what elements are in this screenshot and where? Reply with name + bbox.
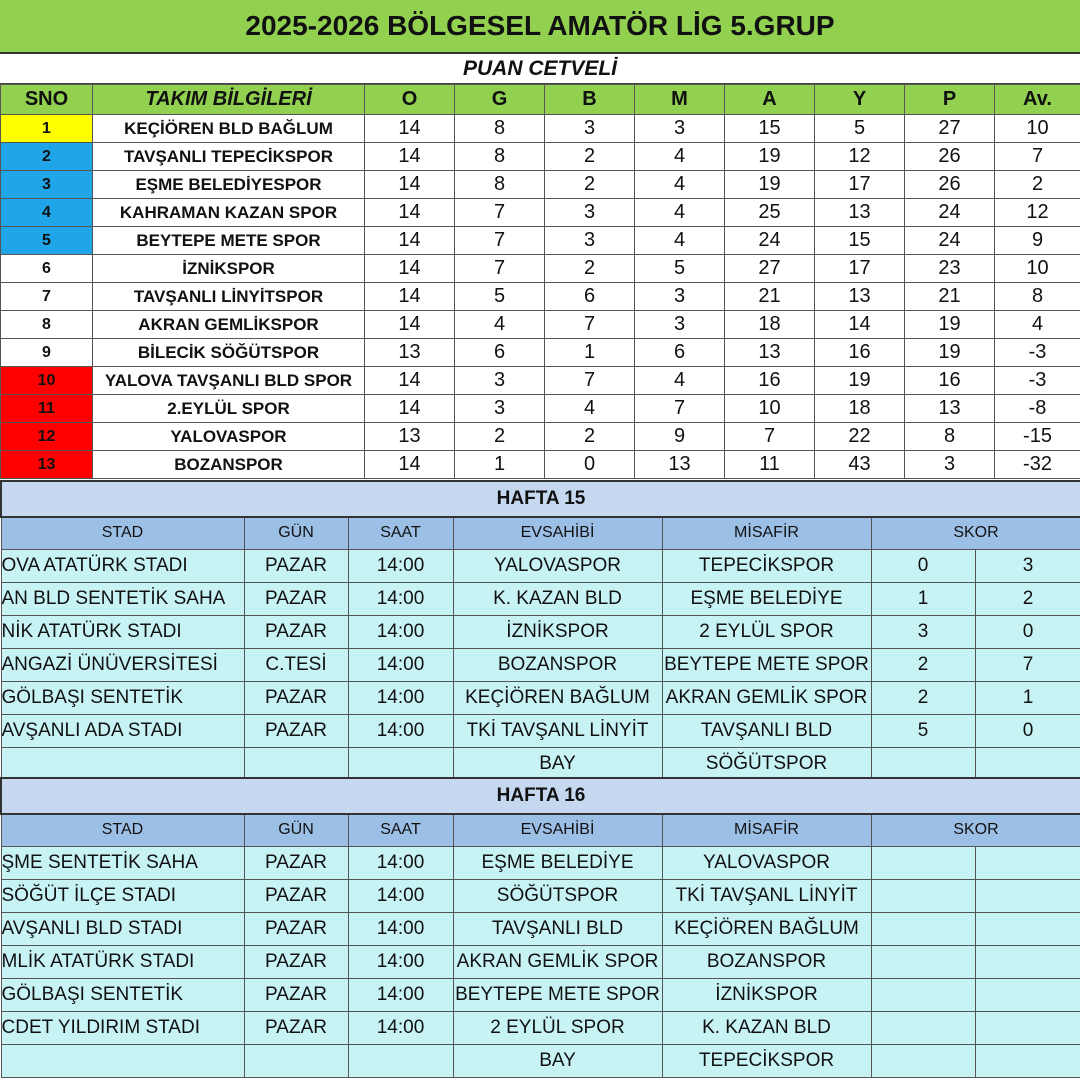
home-score-cell: 2 <box>871 681 975 714</box>
lost-cell: 3 <box>635 283 725 311</box>
bye-label: BAY <box>453 1044 662 1077</box>
time-cell: 14:00 <box>348 879 453 912</box>
day-cell: PAZAR <box>244 846 348 879</box>
goals-for-cell: 13 <box>725 339 815 367</box>
fixture-row <box>1 681 1080 714</box>
away-score-cell: 7 <box>975 648 1080 681</box>
away-score-cell: 0 <box>975 615 1080 648</box>
fixture-row <box>1 582 1080 615</box>
week-title: HAFTA 16 <box>1 778 1080 814</box>
points-cell: 8 <box>905 423 995 451</box>
home-score-cell <box>871 945 975 978</box>
time-cell: 14:00 <box>348 648 453 681</box>
bye-team: TEPECİKSPOR <box>662 1044 871 1077</box>
team-name: 2.EYLÜL SPOR <box>93 395 365 423</box>
goals-for-cell: 24 <box>725 227 815 255</box>
average-cell: 2 <box>995 171 1080 199</box>
fixture-row <box>1 945 1080 978</box>
won-cell: 3 <box>455 395 545 423</box>
time-cell: 14:00 <box>348 681 453 714</box>
standings-row <box>1 199 1080 227</box>
bye-label: BAY <box>453 747 662 780</box>
away-score-cell <box>975 945 1080 978</box>
points-cell: 24 <box>905 199 995 227</box>
day-cell: PAZAR <box>244 714 348 747</box>
played-cell: 14 <box>365 143 455 171</box>
home-team-cell: TKİ TAVŞANL LİNYİT <box>453 714 662 747</box>
goals-against-cell: 43 <box>815 451 905 479</box>
standings-row <box>1 255 1080 283</box>
home-score-cell <box>871 846 975 879</box>
goals-against-cell: 16 <box>815 339 905 367</box>
fixture-row <box>1 846 1080 879</box>
header-time: SAAT <box>348 814 453 846</box>
drawn-cell: 4 <box>545 395 635 423</box>
team-name: AKRAN GEMLİKSPOR <box>93 311 365 339</box>
goals-against-cell: 22 <box>815 423 905 451</box>
team-name: KAHRAMAN KAZAN SPOR <box>93 199 365 227</box>
drawn-cell: 3 <box>545 115 635 143</box>
page-title: 2025-2026 BÖLGESEL AMATÖR LİG 5.GRUP <box>0 0 1080 54</box>
away-team-cell: 2 EYLÜL SPOR <box>662 615 871 648</box>
won-cell: 5 <box>455 283 545 311</box>
drawn-cell: 2 <box>545 423 635 451</box>
home-score-cell: 3 <box>871 615 975 648</box>
home-team-cell: 2 EYLÜL SPOR <box>453 1011 662 1044</box>
away-score-cell <box>975 978 1080 1011</box>
away-score-cell <box>975 1011 1080 1044</box>
away-score-cell: 1 <box>975 681 1080 714</box>
bye-row <box>1 747 1080 780</box>
fixture-header-row <box>1 517 1080 549</box>
day-cell: PAZAR <box>244 582 348 615</box>
fixture-row <box>1 879 1080 912</box>
time-cell: 14:00 <box>348 978 453 1011</box>
home-team-cell: KEÇİÖREN BAĞLUM <box>453 681 662 714</box>
played-cell: 14 <box>365 227 455 255</box>
empty-cell <box>348 1044 453 1077</box>
home-team-cell: AKRAN GEMLİK SPOR <box>453 945 662 978</box>
away-team-cell: TAVŞANLI BLD <box>662 714 871 747</box>
fixture-header-row <box>1 814 1080 846</box>
header-time: SAAT <box>348 517 453 549</box>
points-cell: 26 <box>905 171 995 199</box>
won-cell: 2 <box>455 423 545 451</box>
standings-row <box>1 143 1080 171</box>
empty-cell <box>975 1044 1080 1077</box>
average-cell: -3 <box>995 367 1080 395</box>
stadium-cell: AVŞANLI ADA STADI <box>1 714 244 747</box>
drawn-cell: 0 <box>545 451 635 479</box>
week-16-fixtures <box>0 777 1080 1078</box>
team-name: BOZANSPOR <box>93 451 365 479</box>
standings-row <box>1 171 1080 199</box>
average-cell: 7 <box>995 143 1080 171</box>
header-sno: SNO <box>1 85 93 115</box>
fixture-row <box>1 912 1080 945</box>
team-name: YALOVASPOR <box>93 423 365 451</box>
fixture-row <box>1 714 1080 747</box>
rank-cell: 7 <box>1 283 93 311</box>
rank-cell: 4 <box>1 199 93 227</box>
header-score: SKOR <box>871 517 1080 549</box>
average-cell: -32 <box>995 451 1080 479</box>
home-team-cell: BOZANSPOR <box>453 648 662 681</box>
empty-cell <box>348 747 453 780</box>
away-team-cell: K. KAZAN BLD <box>662 1011 871 1044</box>
fixture-row <box>1 648 1080 681</box>
page-subtitle: PUAN CETVELİ <box>0 54 1080 84</box>
goals-for-cell: 25 <box>725 199 815 227</box>
played-cell: 14 <box>365 451 455 479</box>
average-cell: 9 <box>995 227 1080 255</box>
standings-row <box>1 283 1080 311</box>
time-cell: 14:00 <box>348 714 453 747</box>
played-cell: 14 <box>365 171 455 199</box>
won-cell: 7 <box>455 227 545 255</box>
day-cell: PAZAR <box>244 681 348 714</box>
goals-against-cell: 13 <box>815 199 905 227</box>
home-team-cell: EŞME BELEDİYE <box>453 846 662 879</box>
day-cell: PAZAR <box>244 1011 348 1044</box>
lost-cell: 4 <box>635 367 725 395</box>
day-cell: PAZAR <box>244 945 348 978</box>
day-cell: PAZAR <box>244 615 348 648</box>
played-cell: 14 <box>365 311 455 339</box>
goals-against-cell: 14 <box>815 311 905 339</box>
standings-row <box>1 339 1080 367</box>
rank-cell: 3 <box>1 171 93 199</box>
rank-cell: 1 <box>1 115 93 143</box>
won-cell: 8 <box>455 115 545 143</box>
rank-cell: 6 <box>1 255 93 283</box>
time-cell: 14:00 <box>348 582 453 615</box>
rank-cell: 10 <box>1 367 93 395</box>
lost-cell: 5 <box>635 255 725 283</box>
header-score: SKOR <box>871 814 1080 846</box>
fixture-row <box>1 549 1080 582</box>
points-cell: 27 <box>905 115 995 143</box>
away-team-cell: BOZANSPOR <box>662 945 871 978</box>
away-team-cell: EŞME BELEDİYE <box>662 582 871 615</box>
drawn-cell: 2 <box>545 255 635 283</box>
goals-for-cell: 10 <box>725 395 815 423</box>
week-header-row <box>1 778 1080 814</box>
standings-header-row <box>1 85 1080 115</box>
home-score-cell: 2 <box>871 648 975 681</box>
points-cell: 19 <box>905 311 995 339</box>
header-average: Av. <box>995 85 1080 115</box>
points-cell: 21 <box>905 283 995 311</box>
drawn-cell: 3 <box>545 199 635 227</box>
stadium-cell: AVŞANLI BLD STADI <box>1 912 244 945</box>
won-cell: 1 <box>455 451 545 479</box>
rank-cell: 11 <box>1 395 93 423</box>
played-cell: 14 <box>365 367 455 395</box>
average-cell: 4 <box>995 311 1080 339</box>
empty-cell <box>871 1044 975 1077</box>
lost-cell: 4 <box>635 171 725 199</box>
goals-for-cell: 11 <box>725 451 815 479</box>
home-score-cell: 1 <box>871 582 975 615</box>
header-goals-for: A <box>725 85 815 115</box>
day-cell: PAZAR <box>244 978 348 1011</box>
header-goals-against: Y <box>815 85 905 115</box>
drawn-cell: 2 <box>545 143 635 171</box>
lost-cell: 4 <box>635 143 725 171</box>
home-score-cell <box>871 1011 975 1044</box>
bye-row <box>1 1044 1080 1077</box>
drawn-cell: 7 <box>545 311 635 339</box>
won-cell: 8 <box>455 171 545 199</box>
week-title: HAFTA 15 <box>1 481 1080 517</box>
stadium-cell: GÖLBAŞI SENTETİK <box>1 978 244 1011</box>
standings-row <box>1 115 1080 143</box>
header-stadium: STAD <box>1 517 244 549</box>
away-team-cell: TKİ TAVŞANL LİNYİT <box>662 879 871 912</box>
stadium-cell: MLİK ATATÜRK STADI <box>1 945 244 978</box>
rank-cell: 8 <box>1 311 93 339</box>
day-cell: C.TESİ <box>244 648 348 681</box>
stadium-cell: GÖLBAŞI SENTETİK <box>1 681 244 714</box>
played-cell: 14 <box>365 395 455 423</box>
team-name: BEYTEPE METE SPOR <box>93 227 365 255</box>
empty-cell <box>871 747 975 780</box>
away-team-cell: BEYTEPE METE SPOR <box>662 648 871 681</box>
home-team-cell: K. KAZAN BLD <box>453 582 662 615</box>
header-home: EVSAHİBİ <box>453 517 662 549</box>
header-stadium: STAD <box>1 814 244 846</box>
lost-cell: 3 <box>635 311 725 339</box>
points-cell: 3 <box>905 451 995 479</box>
home-score-cell <box>871 912 975 945</box>
won-cell: 7 <box>455 199 545 227</box>
rank-cell: 5 <box>1 227 93 255</box>
home-score-cell <box>871 879 975 912</box>
away-team-cell: YALOVASPOR <box>662 846 871 879</box>
won-cell: 3 <box>455 367 545 395</box>
fixture-row <box>1 978 1080 1011</box>
team-name: EŞME BELEDİYESPOR <box>93 171 365 199</box>
stadium-cell: NİK ATATÜRK STADI <box>1 615 244 648</box>
empty-cell <box>244 747 348 780</box>
won-cell: 8 <box>455 143 545 171</box>
team-name: YALOVA TAVŞANLI BLD SPOR <box>93 367 365 395</box>
header-day: GÜN <box>244 517 348 549</box>
away-score-cell <box>975 846 1080 879</box>
rank-cell: 9 <box>1 339 93 367</box>
away-team-cell: AKRAN GEMLİK SPOR <box>662 681 871 714</box>
goals-against-cell: 17 <box>815 255 905 283</box>
stadium-cell: ŞME SENTETİK SAHA <box>1 846 244 879</box>
stadium-cell: ANGAZİ ÜNÜVERSİTESİ <box>1 648 244 681</box>
drawn-cell: 2 <box>545 171 635 199</box>
header-team: TAKIM BİLGİLERİ <box>93 85 365 115</box>
empty-cell <box>1 747 244 780</box>
lost-cell: 13 <box>635 451 725 479</box>
home-team-cell: YALOVASPOR <box>453 549 662 582</box>
rank-cell: 2 <box>1 143 93 171</box>
goals-against-cell: 17 <box>815 171 905 199</box>
played-cell: 13 <box>365 339 455 367</box>
away-score-cell: 0 <box>975 714 1080 747</box>
time-cell: 14:00 <box>348 615 453 648</box>
home-score-cell: 5 <box>871 714 975 747</box>
stadium-cell: SÖĞÜT İLÇE STADI <box>1 879 244 912</box>
home-team-cell: TAVŞANLI BLD <box>453 912 662 945</box>
points-cell: 16 <box>905 367 995 395</box>
header-points: P <box>905 85 995 115</box>
home-team-cell: İZNİKSPOR <box>453 615 662 648</box>
time-cell: 14:00 <box>348 549 453 582</box>
stadium-cell: OVA ATATÜRK STADI <box>1 549 244 582</box>
header-home: EVSAHİBİ <box>453 814 662 846</box>
goals-against-cell: 12 <box>815 143 905 171</box>
away-team-cell: TEPECİKSPOR <box>662 549 871 582</box>
average-cell: -15 <box>995 423 1080 451</box>
team-name: TAVŞANLI TEPECİKSPOR <box>93 143 365 171</box>
fixture-row <box>1 615 1080 648</box>
drawn-cell: 7 <box>545 367 635 395</box>
header-day: GÜN <box>244 814 348 846</box>
away-score-cell: 2 <box>975 582 1080 615</box>
goals-for-cell: 21 <box>725 283 815 311</box>
rank-cell: 12 <box>1 423 93 451</box>
away-score-cell <box>975 912 1080 945</box>
header-lost: M <box>635 85 725 115</box>
goals-for-cell: 19 <box>725 143 815 171</box>
team-name: TAVŞANLI LİNYİTSPOR <box>93 283 365 311</box>
goals-for-cell: 7 <box>725 423 815 451</box>
time-cell: 14:00 <box>348 912 453 945</box>
team-name: KEÇİÖREN BLD BAĞLUM <box>93 115 365 143</box>
rank-cell: 13 <box>1 451 93 479</box>
points-cell: 19 <box>905 339 995 367</box>
points-cell: 23 <box>905 255 995 283</box>
played-cell: 14 <box>365 199 455 227</box>
home-team-cell: SÖĞÜTSPOR <box>453 879 662 912</box>
drawn-cell: 3 <box>545 227 635 255</box>
goals-for-cell: 16 <box>725 367 815 395</box>
standings-row <box>1 311 1080 339</box>
header-won: G <box>455 85 545 115</box>
points-cell: 13 <box>905 395 995 423</box>
lost-cell: 9 <box>635 423 725 451</box>
header-played: O <box>365 85 455 115</box>
goals-against-cell: 18 <box>815 395 905 423</box>
day-cell: PAZAR <box>244 549 348 582</box>
average-cell: 12 <box>995 199 1080 227</box>
away-score-cell <box>975 879 1080 912</box>
empty-cell <box>975 747 1080 780</box>
lost-cell: 4 <box>635 227 725 255</box>
played-cell: 13 <box>365 423 455 451</box>
empty-cell <box>1 1044 244 1077</box>
won-cell: 4 <box>455 311 545 339</box>
drawn-cell: 1 <box>545 339 635 367</box>
average-cell: 8 <box>995 283 1080 311</box>
home-team-cell: BEYTEPE METE SPOR <box>453 978 662 1011</box>
drawn-cell: 6 <box>545 283 635 311</box>
lost-cell: 7 <box>635 395 725 423</box>
standings-table <box>0 84 1080 479</box>
empty-cell <box>244 1044 348 1077</box>
won-cell: 6 <box>455 339 545 367</box>
home-score-cell <box>871 978 975 1011</box>
standings-row <box>1 423 1080 451</box>
played-cell: 14 <box>365 115 455 143</box>
average-cell: 10 <box>995 255 1080 283</box>
played-cell: 14 <box>365 283 455 311</box>
average-cell: -3 <box>995 339 1080 367</box>
goals-for-cell: 15 <box>725 115 815 143</box>
day-cell: PAZAR <box>244 879 348 912</box>
goals-against-cell: 19 <box>815 367 905 395</box>
lost-cell: 3 <box>635 115 725 143</box>
average-cell: 10 <box>995 115 1080 143</box>
week-header-row <box>1 481 1080 517</box>
away-team-cell: KEÇİÖREN BAĞLUM <box>662 912 871 945</box>
points-cell: 26 <box>905 143 995 171</box>
home-score-cell: 0 <box>871 549 975 582</box>
points-cell: 24 <box>905 227 995 255</box>
time-cell: 14:00 <box>348 945 453 978</box>
standings-row <box>1 395 1080 423</box>
won-cell: 7 <box>455 255 545 283</box>
bye-team: SÖĞÜTSPOR <box>662 747 871 780</box>
header-away: MİSAFİR <box>662 517 871 549</box>
fixture-row <box>1 1011 1080 1044</box>
week-15-fixtures <box>0 480 1080 781</box>
goals-against-cell: 5 <box>815 115 905 143</box>
away-team-cell: İZNİKSPOR <box>662 978 871 1011</box>
team-name: İZNİKSPOR <box>93 255 365 283</box>
header-drawn: B <box>545 85 635 115</box>
lost-cell: 6 <box>635 339 725 367</box>
standings-row <box>1 367 1080 395</box>
away-score-cell: 3 <box>975 549 1080 582</box>
average-cell: -8 <box>995 395 1080 423</box>
goals-for-cell: 27 <box>725 255 815 283</box>
stadium-cell: CDET YILDIRIM STADI <box>1 1011 244 1044</box>
standings-row <box>1 451 1080 479</box>
header-away: MİSAFİR <box>662 814 871 846</box>
goals-against-cell: 15 <box>815 227 905 255</box>
time-cell: 14:00 <box>348 846 453 879</box>
goals-against-cell: 13 <box>815 283 905 311</box>
team-name: BİLECİK SÖĞÜTSPOR <box>93 339 365 367</box>
goals-for-cell: 19 <box>725 171 815 199</box>
time-cell: 14:00 <box>348 1011 453 1044</box>
goals-for-cell: 18 <box>725 311 815 339</box>
lost-cell: 4 <box>635 199 725 227</box>
stadium-cell: AN BLD SENTETİK SAHA <box>1 582 244 615</box>
played-cell: 14 <box>365 255 455 283</box>
day-cell: PAZAR <box>244 912 348 945</box>
standings-row <box>1 227 1080 255</box>
